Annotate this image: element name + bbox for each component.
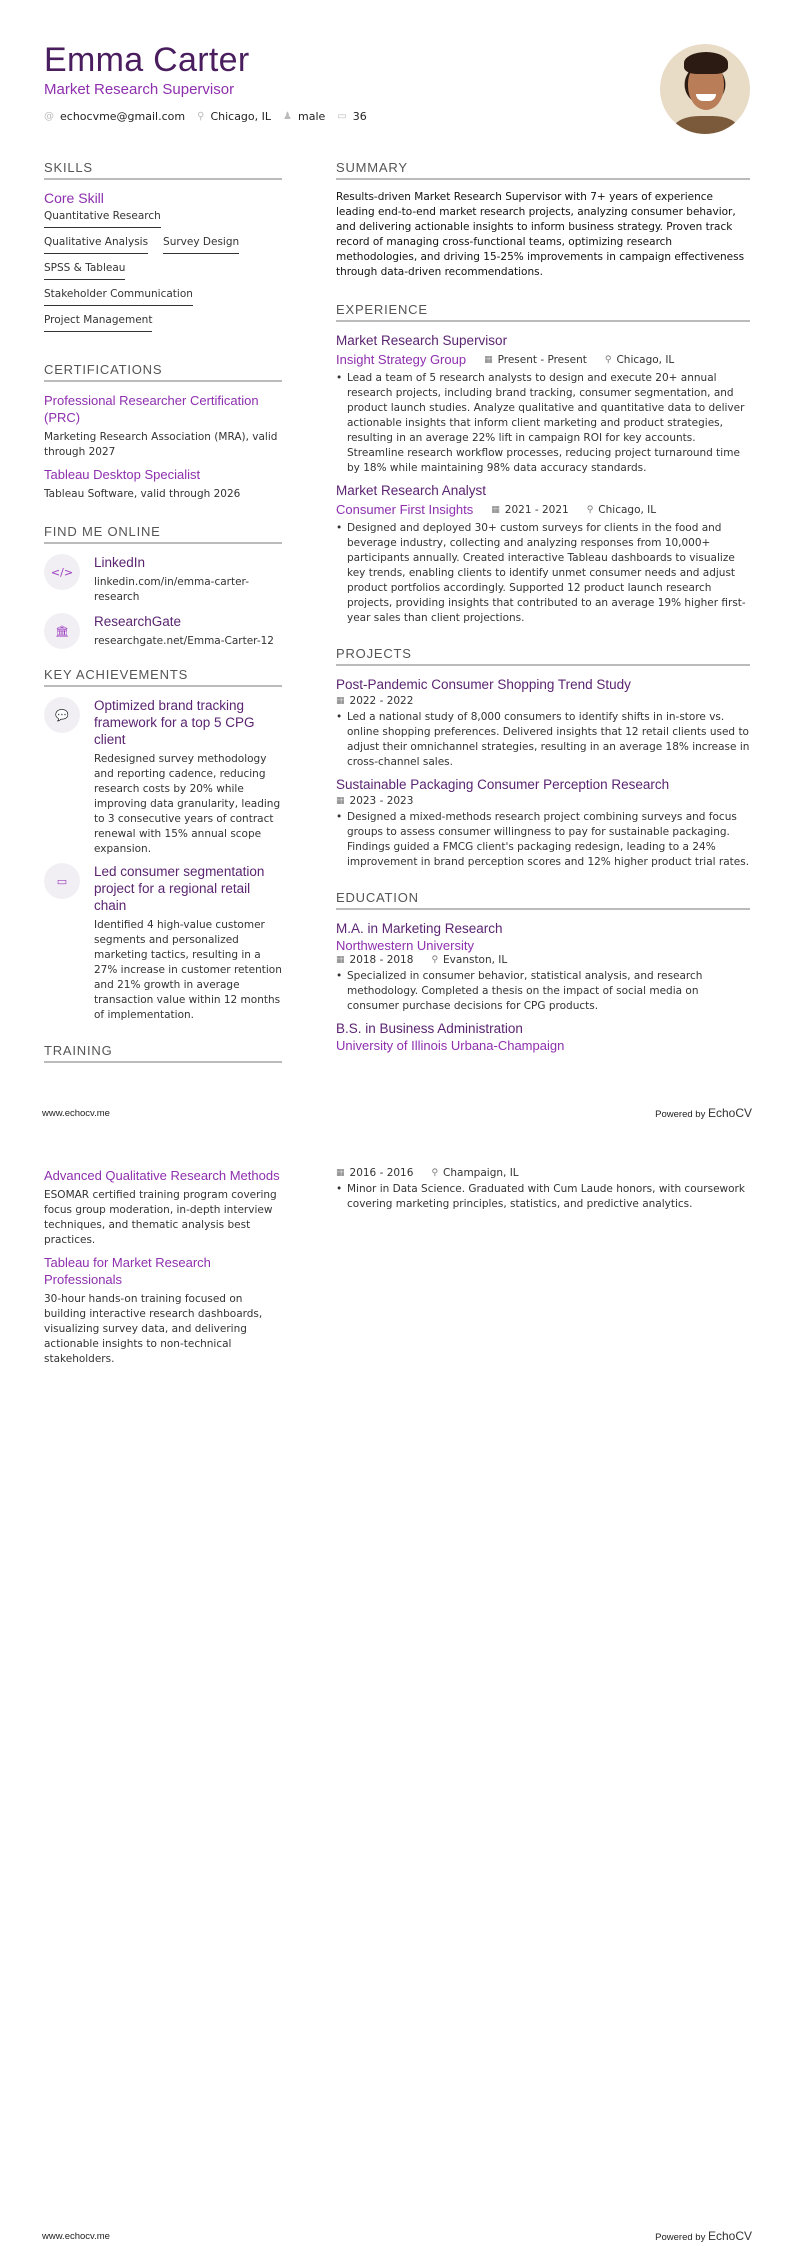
education-bullet: • Minor in Data Science. Graduated with Cum Laude honors, with coursework covering marketing principles, statistics, and predictive analytics. (336, 1183, 745, 1210)
section-title: SKILLS (44, 160, 282, 180)
calendar-icon: ▦ (336, 696, 345, 706)
online-url[interactable]: linkedin.com/in/emma-carter-research (94, 576, 249, 603)
footer-site-link[interactable]: www.echocv.me (42, 2230, 110, 2242)
section-title: FIND ME ONLINE (44, 524, 282, 544)
training-section (44, 1167, 282, 1367)
code-icon: </> (44, 554, 80, 590)
footer-powered-by[interactable]: Powered by EchoCV (655, 1106, 752, 1120)
achievement-item (44, 863, 282, 1023)
contact-location: ⚲ Chicago, IL (197, 110, 272, 123)
skill-tag: Project Management (44, 314, 152, 332)
contact-email[interactable]: @ echocvme@gmail.com (44, 110, 186, 123)
education-location: Evanston, IL (443, 954, 508, 966)
online-section (44, 524, 282, 649)
footer-powered-by[interactable]: Powered by EchoCV (655, 2229, 752, 2243)
contact-gender: ♟ male (283, 110, 326, 123)
online-url[interactable]: researchgate.net/Emma-Carter-12 (94, 635, 274, 647)
section-title: SUMMARY (336, 160, 750, 180)
project-title: Post-Pandemic Consumer Shopping Trend Study (336, 677, 631, 692)
certification-item (44, 392, 282, 460)
job-location: Chicago, IL (616, 353, 675, 366)
training-text: ESOMAR certified training program covering focus group moderation, in-depth interview techniques, and thematic analysis best practices. (44, 1189, 277, 1246)
person-icon: ♟ (283, 111, 292, 122)
skill-tag: Qualitative Analysis (44, 236, 148, 254)
footer-brand: EchoCV (707, 2229, 752, 2243)
job-company: Insight Strategy Group (336, 352, 467, 367)
project-dates: 2023 - 2023 (349, 795, 414, 807)
online-item-linkedin[interactable] (44, 554, 282, 605)
location-pin-icon: ⚲ (586, 504, 594, 515)
education-item (336, 920, 750, 1014)
certifications-section (44, 362, 282, 502)
training-item (44, 1167, 282, 1248)
skill-tag: SPSS & Tableau (44, 262, 125, 280)
project-bullet: • Led a national study of 8,000 consumers to identify shifts in in-store vs. online shopping preferences. Delivered insights that 12 retail clients used to adjust their omnichannel strategies, resulting in an average 18% increase in cross-channel sales. (336, 711, 750, 768)
skills-group-title: Core Skill (44, 190, 104, 206)
section-title: KEY ACHIEVEMENTS (44, 667, 282, 687)
achievement-title: Optimized brand tracking framework for a top 5 CPG client (94, 698, 255, 747)
contact-age: ▭ 36 (337, 110, 367, 123)
education-dates: 2016 - 2016 (349, 1167, 414, 1179)
skills-list (44, 210, 282, 340)
education-section (336, 890, 750, 1054)
section-title: EXPERIENCE (336, 302, 750, 322)
education-dates: 2018 - 2018 (349, 954, 414, 966)
at-icon: @ (44, 111, 54, 122)
projects-section (336, 646, 750, 870)
experience-item (336, 482, 750, 626)
job-role: Market Research Supervisor (336, 333, 508, 348)
location-pin-icon: ⚲ (431, 1168, 439, 1178)
online-item-researchgate[interactable] (44, 613, 282, 649)
calendar-icon: ▦ (336, 796, 345, 806)
job-company: Consumer First Insights (336, 502, 474, 517)
skill-tag: Stakeholder Communication (44, 288, 193, 306)
calendar-icon: ▦ (336, 955, 345, 965)
online-title: ResearchGate (94, 614, 182, 629)
left-column-continued (44, 1167, 282, 1373)
right-column (336, 160, 750, 1060)
calendar-icon: ▦ (336, 1168, 345, 1178)
skill-tag: Survey Design (163, 236, 239, 254)
footer-brand: EchoCV (707, 1106, 752, 1120)
project-title: Sustainable Packaging Consumer Perception Research (336, 777, 670, 792)
certification-detail: Marketing Research Association (MRA), valid through 2027 (44, 431, 278, 458)
footer-site-link[interactable]: www.echocv.me (42, 1107, 110, 1119)
candidate-name: Emma Carter (44, 41, 250, 79)
institution-icon: 🏛 (44, 613, 80, 649)
project-bullet: • Designed a mixed-methods research project combining surveys and focus groups to assess consumer willingness to pay for sustainable packaging. Findings guided a FMCG client's packaging redesign, leading to a 24% improvement in brand perception scores and 12% higher product trial rates. (336, 811, 750, 868)
section-title: TRAINING (44, 1043, 282, 1063)
achievement-text: Redesigned survey methodology and reporting cadence, reducing research costs by 20% while improving data granularity, leading to 3 consecutive years of contract renewal with 15% annual scope expansion. (94, 753, 281, 855)
job-bullet: • Lead a team of 5 research analysts to design and execute 20+ annual research projects, including brand tracking, consumer segmentation, and product launch studies. Analyze qualitative and quantitative data to deliver actionable insights that inform client marketing and product strategies, resulting in an average 22% lift in campaign ROI for key accounts. Streamline research workflow processes, reducing project turnaround time by 18% while maintaining 98% data accuracy standards. (336, 372, 745, 474)
certification-detail: Tableau Software, valid through 2026 (44, 488, 241, 500)
profile-photo (660, 44, 750, 134)
calendar-icon: ▭ (337, 111, 347, 122)
training-item (44, 1254, 282, 1367)
achievement-text: Identified 4 high-value customer segments and personalized marketing tactics, resulting in a 27% increase in customer retention and 21% growth in average transaction value within 12 months of implementation. (94, 919, 282, 1021)
training-text: 30-hour hands-on training focused on building interactive research dashboards, visualizing survey data, and delivering actionable insights to non-technical stakeholders. (44, 1293, 263, 1365)
resume-header (44, 40, 644, 123)
skill-tag: Quantitative Research (44, 210, 161, 228)
education-location: Champaign, IL (443, 1167, 519, 1179)
job-location: Chicago, IL (598, 503, 657, 516)
school: University of Illinois Urbana-Champaign (336, 1038, 565, 1053)
chat-bubble-icon: 💬 (44, 697, 80, 733)
candidate-title: Market Research Supervisor (44, 81, 235, 98)
achievements-section (44, 667, 282, 1023)
skills-section (44, 160, 282, 340)
certification-item (44, 466, 282, 502)
achievement-title: Led consumer segmentation project for a regional retail chain (94, 864, 265, 913)
job-dates: Present - Present (497, 353, 587, 366)
page-footer (42, 2229, 752, 2243)
resume-page-2 (0, 1123, 794, 2246)
online-title: LinkedIn (94, 555, 146, 570)
job-dates: 2021 - 2021 (504, 503, 569, 516)
school: Northwestern University (336, 938, 474, 953)
page-footer (42, 1106, 752, 1120)
project-dates: 2022 - 2022 (349, 695, 414, 707)
education-item (336, 1020, 750, 1054)
certification-title: Professional Researcher Certification (PRC) (44, 393, 259, 425)
training-title: Tableau for Market Research Professionals (44, 1255, 211, 1287)
contact-row (44, 110, 644, 123)
calendar-icon: ▦ (491, 504, 500, 515)
location-pin-icon: ⚲ (604, 354, 612, 365)
training-section-header (44, 1043, 282, 1063)
certification-title: Tableau Desktop Specialist (44, 467, 201, 482)
project-item (336, 676, 750, 770)
degree: B.S. in Business Administration (336, 1021, 523, 1036)
left-column (44, 160, 282, 1073)
degree: M.A. in Marketing Research (336, 921, 503, 936)
right-column-continued (336, 1167, 750, 1212)
training-title: Advanced Qualitative Research Methods (44, 1168, 280, 1183)
calendar-icon: ▦ (484, 354, 493, 365)
toggle-icon: ▭ (44, 863, 80, 899)
summary-section (336, 160, 750, 280)
section-title: EDUCATION (336, 890, 750, 910)
job-bullet: • Designed and deployed 30+ custom surveys for clients in the food and beverage industry, collecting and analyzing responses from 10,000+ participants annually. Created interactive Tableau dashboards to visualize key trends, enabling clients to identify unmet consumer needs and adjust product portfolios accordingly. Supported 12 product launch research projects, providing insights that contributed to an average 19% higher first-year sales than client projections. (336, 522, 746, 624)
section-title: CERTIFICATIONS (44, 362, 282, 382)
experience-section (336, 302, 750, 626)
location-pin-icon: ⚲ (431, 955, 439, 965)
summary-text: Results-driven Market Research Supervisor with 7+ years of experience leading end-to-end market research projects, analyzing consumer behavior, and delivering actionable insights to inform business strategy. Proven track record of managing cross-functional teams, optimizing research methodologies, and driving 15-25% improvements in campaign effectiveness through data-driven recommendations. (336, 191, 745, 278)
location-pin-icon: ⚲ (197, 111, 205, 122)
project-item (336, 776, 750, 870)
experience-item (336, 332, 750, 476)
job-role: Market Research Analyst (336, 483, 487, 498)
education-bullet: • Specialized in consumer behavior, statistical analysis, and research methodology. Completed a thesis on the impact of social media on consumer purchase decisions for CPG products. (336, 970, 703, 1012)
section-title: PROJECTS (336, 646, 750, 666)
achievement-item (44, 697, 282, 857)
